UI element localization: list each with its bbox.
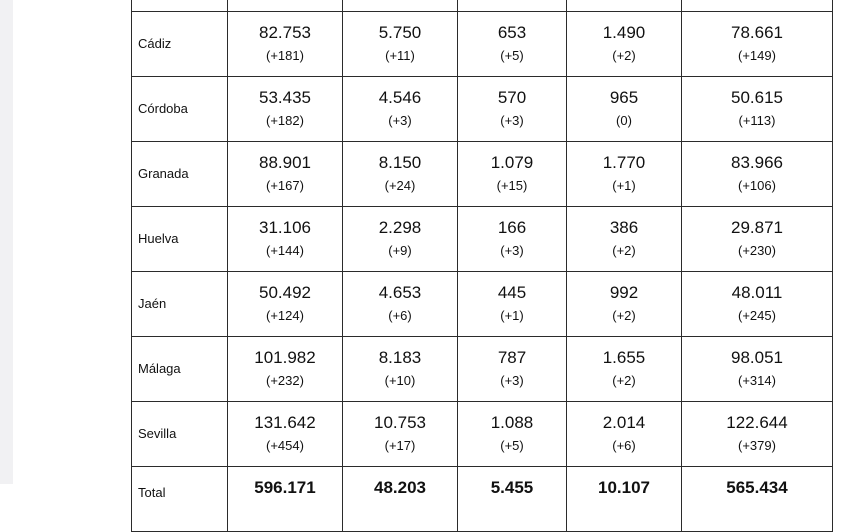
value: 166 [497, 218, 527, 237]
delta-value: (+181) [266, 48, 304, 63]
value: 122.644 [726, 413, 788, 432]
delta-value: (+106) [738, 178, 776, 193]
delta-value: (+230) [738, 243, 776, 258]
delta-value: (+3) [500, 243, 524, 258]
delta-value: (+182) [266, 113, 304, 128]
value: 101.982 [254, 348, 316, 367]
value: 2.014 [602, 413, 646, 432]
value: 53.435 [259, 88, 311, 107]
delta-value: (+6) [388, 308, 412, 323]
delta-value: (+149) [738, 48, 776, 63]
value: 653 [497, 23, 527, 42]
delta-value: (+2) [612, 373, 636, 388]
value: 88.901 [259, 153, 311, 172]
total-value: 5.455 [490, 478, 534, 497]
table-row [132, 12, 833, 77]
value: 787 [497, 348, 527, 367]
value: 445 [497, 283, 527, 302]
value: 82.753 [259, 23, 311, 42]
value: 386 [609, 218, 639, 237]
delta-value: (0) [616, 113, 632, 128]
delta-value: (+17) [384, 438, 416, 453]
delta-value: (+232) [266, 373, 304, 388]
province-cell [132, 0, 228, 12]
value: 48.011 [731, 283, 783, 302]
total-value: 10.107 [598, 478, 650, 497]
total-value: 596.171 [254, 478, 316, 497]
delta-value: (+9) [388, 243, 412, 258]
value: 83.966 [731, 153, 783, 172]
value: 1.088 [490, 413, 534, 432]
value: 1.079 [490, 153, 534, 172]
province-name: Cádiz [138, 36, 172, 51]
value: 4.546 [378, 88, 422, 107]
delta-value: (+1) [500, 308, 524, 323]
value: 50.492 [259, 283, 311, 302]
value: 8.150 [378, 153, 422, 172]
value: 1.770 [602, 153, 646, 172]
value: 31.106 [259, 218, 311, 237]
delta-value: (+379) [738, 438, 776, 453]
delta-value: (+3) [500, 373, 524, 388]
province-name: Córdoba [138, 101, 188, 116]
value: 1.655 [602, 348, 646, 367]
total-value: 48.203 [374, 478, 426, 497]
value: 29.871 [731, 218, 783, 237]
table-row [132, 337, 833, 402]
table-row [132, 142, 833, 207]
delta-value: (+5) [500, 48, 524, 63]
value: 78.661 [731, 23, 783, 42]
table-total-row [132, 467, 833, 532]
value: 98.051 [731, 348, 783, 367]
delta-value: (+5) [500, 438, 524, 453]
value: 8.183 [378, 348, 422, 367]
delta-value: (+3) [500, 113, 524, 128]
province-stats-table [131, 0, 833, 532]
value: 570 [497, 88, 527, 107]
value: 1.490 [602, 23, 646, 42]
value: 50.615 [731, 88, 783, 107]
delta-value: (+11) [385, 48, 415, 63]
delta-value: (+6) [612, 438, 636, 453]
value: 5.750 [378, 23, 422, 42]
table-row [132, 77, 833, 142]
delta-value: (+144) [266, 243, 304, 258]
province-name: Jaén [138, 296, 167, 311]
delta-value: (+2) [612, 243, 636, 258]
value: 10.753 [374, 413, 426, 432]
value: 992 [609, 283, 639, 302]
delta-value: (+2) [612, 48, 636, 63]
table-row [132, 272, 833, 337]
delta-value: (+454) [266, 438, 304, 453]
table-row [132, 0, 833, 12]
delta-value: (+113) [738, 113, 776, 128]
province-name: Sevilla [138, 426, 177, 441]
delta-value: (+167) [266, 178, 304, 193]
value: 2.298 [378, 218, 422, 237]
total-value: 565.434 [726, 478, 788, 497]
delta-value: (+15) [496, 178, 528, 193]
value: 4.653 [378, 283, 422, 302]
delta-value: (+1) [612, 178, 636, 193]
delta-value: (+245) [738, 308, 776, 323]
table-row [132, 207, 833, 272]
delta-value: (+24) [384, 178, 416, 193]
delta-value: (+2) [612, 308, 636, 323]
province-name: Málaga [138, 361, 181, 376]
value: 131.642 [254, 413, 316, 432]
left-margin-strip [0, 0, 13, 484]
delta-value: (+10) [384, 373, 416, 388]
delta-value: (+3) [388, 113, 412, 128]
province-name: Granada [138, 166, 189, 181]
total-label: Total [138, 485, 166, 500]
delta-value: (+124) [266, 308, 304, 323]
table-row [132, 402, 833, 467]
province-name: Huelva [138, 231, 179, 246]
delta-value: (+314) [738, 373, 776, 388]
value: 965 [609, 88, 639, 107]
